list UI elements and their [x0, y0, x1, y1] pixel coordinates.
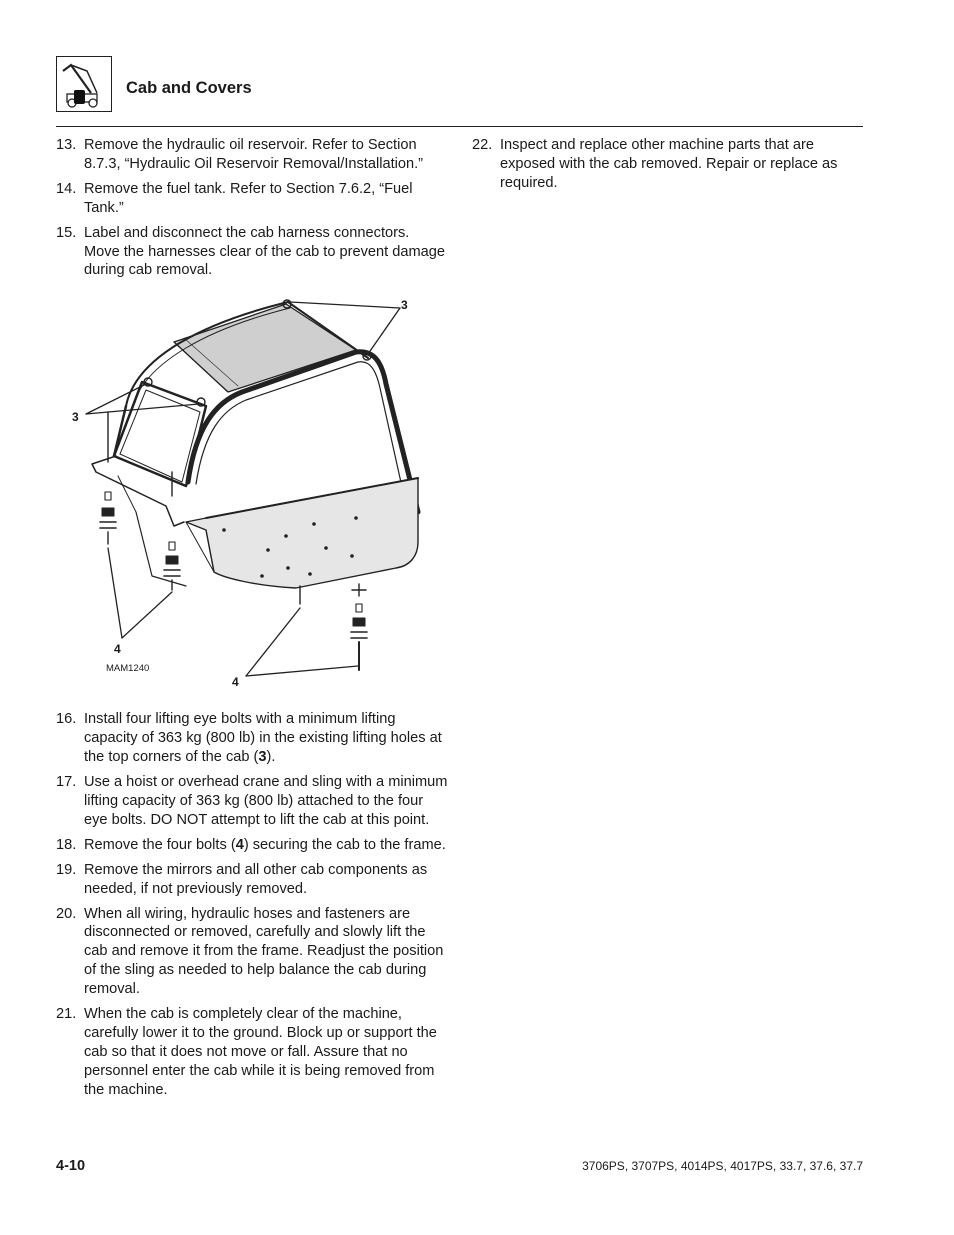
boom-lift-machine-icon	[56, 56, 112, 112]
callout-lifting-eyes-right: 3	[401, 298, 408, 313]
model-list: 3706PS, 3707PS, 4014PS, 4017PS, 33.7, 37.6, 37.7	[582, 1159, 863, 1173]
step-text: Remove the mirrors and all other cab components as needed, if not previously removed.	[84, 861, 428, 897]
right-column	[472, 136, 864, 199]
step-number: 21.	[56, 1006, 77, 1023]
step-number: 16.	[56, 711, 77, 728]
step-text: Remove the four bolts (4) securing the cab to the frame.	[84, 836, 446, 853]
step-16	[56, 710, 448, 767]
step-text: When all wiring, hydraulic hoses and fasteners are disconnected or removed, carefully and slowly lift the cab and remove it from the frame. Readjust the position of the sling as needed to help balance the cab during removal.	[84, 905, 444, 998]
step-22	[472, 136, 864, 193]
step-number: 20.	[56, 905, 77, 922]
left-column	[56, 136, 448, 1106]
step-15	[56, 224, 448, 281]
step-text: Label and disconnect the cab harness connectors. Move the harnesses clear of the cab to prevent damage during cab removal.	[84, 224, 446, 279]
step-21	[56, 1005, 448, 1100]
step-13	[56, 136, 448, 174]
step-number: 14.	[56, 180, 77, 197]
step-text: Remove the fuel tank. Refer to Section 7.6.2, “Fuel Tank.”	[84, 180, 413, 216]
step-14	[56, 180, 448, 218]
header-rule	[56, 126, 863, 127]
step-number: 17.	[56, 774, 77, 791]
step-number: 13.	[56, 137, 77, 153]
step-number: 22.	[472, 137, 493, 153]
page-number: 4-10	[56, 1158, 86, 1174]
figure-id: MAM1240	[106, 663, 150, 675]
step-text: Install four lifting eye bolts with a minimum lifting capacity of 363 kg (800 lb) in the existing lifting holes at the top corners of the cab (3).	[84, 711, 442, 766]
step-20	[56, 905, 448, 1000]
callout-lifting-eyes-left: 3	[72, 410, 79, 425]
step-text: Inspect and replace other machine parts that are exposed with the cab removed. Repair or replace as required.	[500, 137, 838, 191]
step-number: 18.	[56, 836, 77, 853]
step-17	[56, 773, 448, 830]
step-number: 19.	[56, 861, 77, 878]
step-number: 15.	[56, 224, 77, 241]
step-18	[56, 836, 448, 855]
step-text: When the cab is completely clear of the machine, carefully lower it to the ground. Block up or support the cab so that it does not move or fall. Assure that no personnel enter the cab while it is being removed from the machine.	[84, 1006, 437, 1098]
section-title: Cab and Covers	[126, 79, 252, 97]
cab-removal-figure	[56, 286, 448, 704]
callout-bolts-right: 4	[232, 675, 239, 690]
step-19	[56, 861, 448, 899]
step-text: Remove the hydraulic oil reservoir. Refer to Section 8.7.3, “Hydraulic Oil Reservoir Removal/Installation.”	[84, 137, 424, 172]
callout-bolts-left: 4	[114, 642, 121, 657]
step-text: Use a hoist or overhead crane and sling with a minimum lifting capacity of 363 kg (800 lb) attached to the four eye bolts. DO NOT attempt to lift the cab at this point.	[84, 774, 448, 828]
